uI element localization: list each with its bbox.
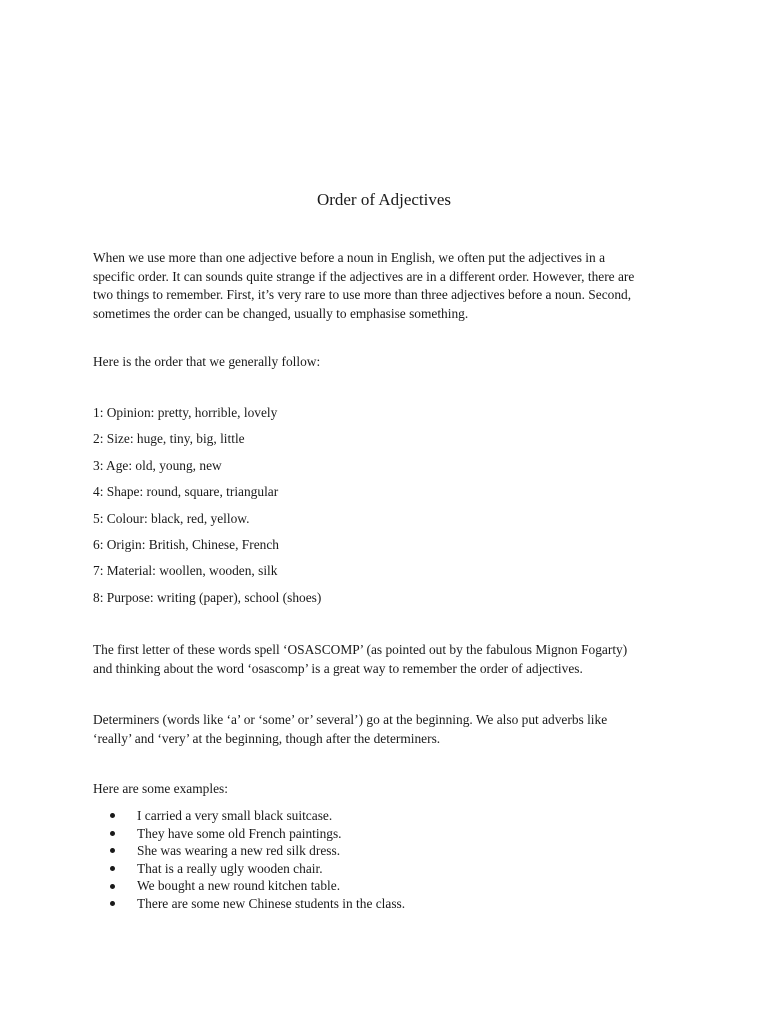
bullet-icon: [110, 901, 115, 906]
order-item-origin: 6: Origin: British, Chinese, French: [93, 536, 279, 552]
order-item-opinion: 1: Opinion: pretty, horrible, lovely: [93, 405, 278, 420]
order-item-age: 3: Age: old, young, new: [93, 457, 222, 473]
example-text: We bought a new round kitchen table.: [137, 878, 341, 894]
example-text: She was wearing a new red silk dress.: [137, 843, 341, 859]
bullet-icon: [110, 866, 115, 871]
adjective-order-list: [93, 404, 321, 615]
order-item-size: 2: Size: huge, tiny, big, little: [93, 431, 245, 447]
example-item: [110, 807, 405, 825]
example-text: There are some new Chinese students in the class.: [137, 895, 406, 911]
order-item-colour: 5: Colour: black, red, yellow.: [93, 510, 250, 526]
example-text: That is a really ugly wooden chair.: [137, 860, 323, 876]
page-title: Order of Adjectives: [316, 190, 452, 209]
bullet-icon: [110, 848, 115, 853]
examples-list: [110, 807, 405, 913]
example-item: [110, 895, 405, 913]
example-text: They have some old French paintings.: [137, 825, 342, 841]
order-item-shape: 4: Shape: round, square, triangular: [93, 484, 279, 500]
example-text: I carried a very small black suitcase.: [137, 808, 333, 823]
examples-lead-paragraph: Here are some examples:: [93, 781, 228, 796]
example-item: [110, 842, 405, 860]
osascomp-paragraph: The first letter of these words spell ‘OSASCOMP’ (as pointed out by the fabulous Mignon Fogarty) and thinking about the word ‘osascomp’ is a great way to remember the order of adjectives.: [93, 642, 628, 676]
bullet-icon: [110, 884, 115, 889]
intro-paragraph: When we use more than one adjective before a noun in English, we often put the adjectives in a specific order. It can sounds quite strange if the adjectives are in a different order. However, there are two things to remember. First, it’s very rare to use more than three adjectives before a noun. Second, sometimes the order can be changed, usually to emphasise something.: [93, 250, 635, 321]
example-item: [110, 825, 405, 843]
order-item-material: 7: Material: woollen, wooden, silk: [93, 563, 278, 579]
bullet-icon: [110, 831, 115, 836]
order-lead-paragraph: Here is the order that we generally follow:: [93, 354, 321, 369]
order-item-purpose: 8: Purpose: writing (paper), school (shoes): [93, 589, 322, 605]
determiners-paragraph: Determiners (words like ‘a’ or ‘some’ or’ several’) go at the beginning. We also put adverbs like ‘really’ and ‘very’ at the beginning, though after the determiners.: [93, 712, 608, 746]
example-item: [110, 860, 405, 878]
example-item: [110, 877, 405, 895]
bullet-icon: [110, 813, 115, 818]
